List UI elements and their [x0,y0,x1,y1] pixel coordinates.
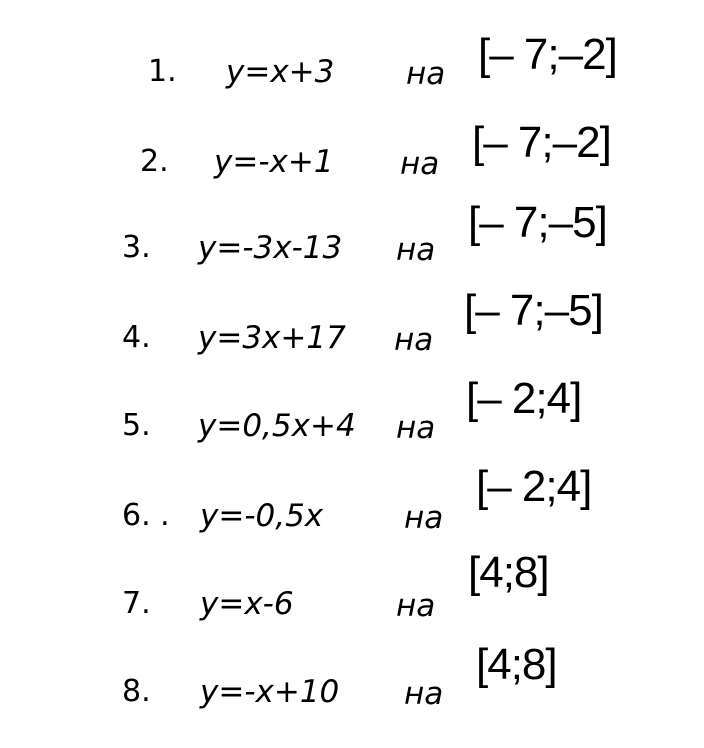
bracket-open: [ [476,462,488,511]
list-item [0,118,704,200]
interval-value: 4;8 [479,548,538,597]
list-item [0,374,704,464]
item-word-na: на [404,676,444,712]
list-item [0,548,704,642]
interval-value: 4;8 [487,640,546,689]
bracket-close: ] [545,640,557,689]
item-word-na: на [396,588,436,624]
item-number: 7. [122,586,151,621]
item-word-na: на [396,410,436,446]
bracket-close: ] [537,548,549,597]
interval-value: – 2;4 [477,374,571,423]
interval-value: – 7;–5 [479,198,596,247]
list-item [0,198,704,286]
list-item [0,286,704,376]
item-number: 5. [122,408,151,443]
item-interval [476,640,557,690]
item-word-na: на [406,56,446,92]
item-function: y=3x+17 [198,320,346,356]
list-item [0,462,704,554]
bracket-close: ] [605,30,617,79]
item-number: 3. [122,230,151,265]
item-function: y=x+3 [226,54,335,90]
interval-value: – 7;–2 [489,30,606,79]
bracket-close: ] [595,198,607,247]
item-function: y=0,5x+4 [198,408,356,444]
item-number: 6. . [122,498,170,533]
bracket-close: ] [570,374,582,423]
bracket-open: [ [468,198,480,247]
item-function: y=-0,5x [200,498,324,534]
list-item [0,30,704,108]
list-item [0,640,704,730]
item-word-na: на [394,322,434,358]
interval-value: – 7;–5 [475,286,592,335]
item-word-na: на [396,232,436,268]
item-interval [466,374,581,424]
item-interval [476,462,591,512]
item-number: 4. [122,320,151,355]
item-interval [468,548,549,598]
item-function: y=-3x-13 [198,230,343,266]
interval-value: – 2;4 [487,462,581,511]
item-number: 2. [140,144,169,179]
bracket-open: [ [476,640,488,689]
bracket-open: [ [468,548,480,597]
item-function: y=-x+10 [200,674,340,710]
item-interval [478,30,617,80]
bracket-open: [ [464,286,476,335]
item-function: y=-x+1 [214,144,334,180]
bracket-close: ] [599,118,611,167]
bracket-open: [ [478,30,490,79]
item-number: 1. [148,54,177,89]
item-number: 8. [122,674,151,709]
bracket-close: ] [591,286,603,335]
bracket-open: [ [472,118,484,167]
item-interval [464,286,603,336]
item-interval [468,198,607,248]
bracket-close: ] [580,462,592,511]
item-word-na: на [400,146,440,182]
item-interval [472,118,611,168]
bracket-open: [ [466,374,478,423]
item-word-na: на [404,500,444,536]
interval-value: – 7;–2 [483,118,600,167]
item-function: y=x-6 [200,586,294,622]
